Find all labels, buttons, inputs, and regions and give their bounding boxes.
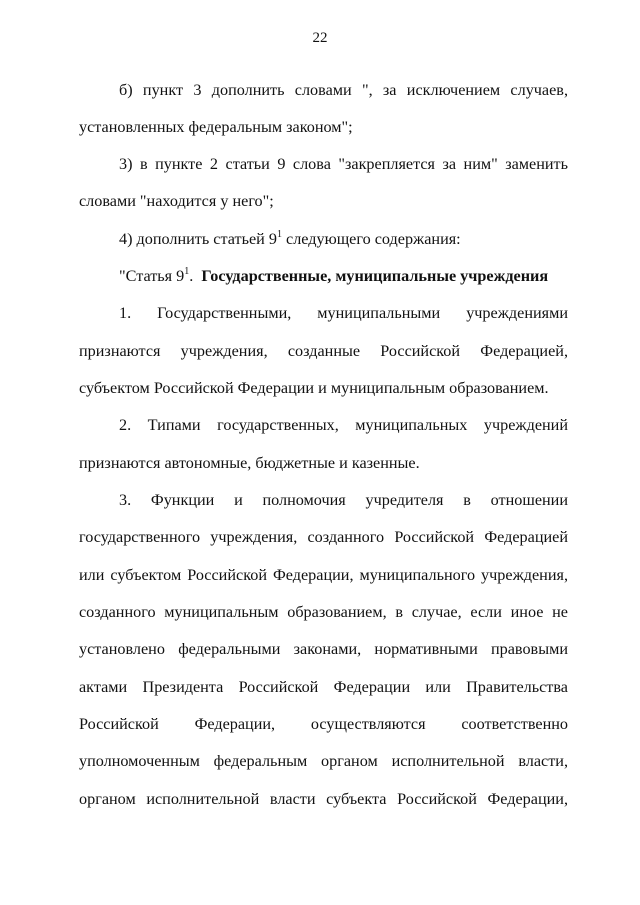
text-line: уполномоченным федеральным органом исполнительной власти,	[79, 752, 568, 770]
text-fragment: "Статья 9	[119, 267, 185, 285]
text-line: 1. Государственными, муниципальными учреждениями	[119, 304, 568, 322]
text-line: субъектом Российской Федерации и муниципальным образованием.	[79, 379, 549, 397]
article-title: Государственные, муниципальные учреждения	[201, 267, 549, 285]
text-line: словами "находится у него";	[79, 192, 274, 210]
text-line	[119, 229, 568, 249]
text-line: установленных федеральным законом";	[79, 118, 353, 136]
text-line: Российской Федерации, осуществляются соответственно	[79, 715, 568, 733]
text-line: б) пункт 3 дополнить словами ", за исключением случаев,	[119, 81, 568, 99]
text-line: созданного муниципальным образованием, в случае, если иное не	[79, 603, 568, 621]
text-line: государственного учреждения, созданного Российской Федерацией	[79, 528, 568, 546]
text-line: 3) в пункте 2 статьи 9 слова "закрепляется за ним" заменить	[119, 155, 568, 173]
superscript: 1	[276, 229, 282, 240]
text-fragment: 4) дополнить статьей 9	[119, 230, 277, 248]
article-heading	[119, 266, 568, 286]
text-line: установлено федеральными законами, нормативными правовыми	[79, 640, 568, 658]
text-line: органом исполнительной власти субъекта Российской Федерации,	[79, 790, 568, 808]
text-line: признаются учреждения, созданные Российской Федерацией,	[79, 342, 568, 360]
superscript: 1	[184, 266, 190, 277]
text-line: 3. Функции и полномочия учредителя в отношении	[119, 491, 568, 509]
text-fragment: следующего содержания:	[281, 230, 461, 248]
page-number: 22	[312, 30, 328, 46]
text-line: или субъектом Российской Федерации, муниципального учреждения,	[79, 566, 568, 584]
text-line: признаются автономные, бюджетные и казенные.	[79, 454, 420, 472]
text-line: 2. Типами государственных, муниципальных учреждений	[119, 416, 568, 434]
text-line: актами Президента Российской Федерации или Правительства	[79, 678, 568, 696]
text-fragment: .	[189, 267, 194, 285]
